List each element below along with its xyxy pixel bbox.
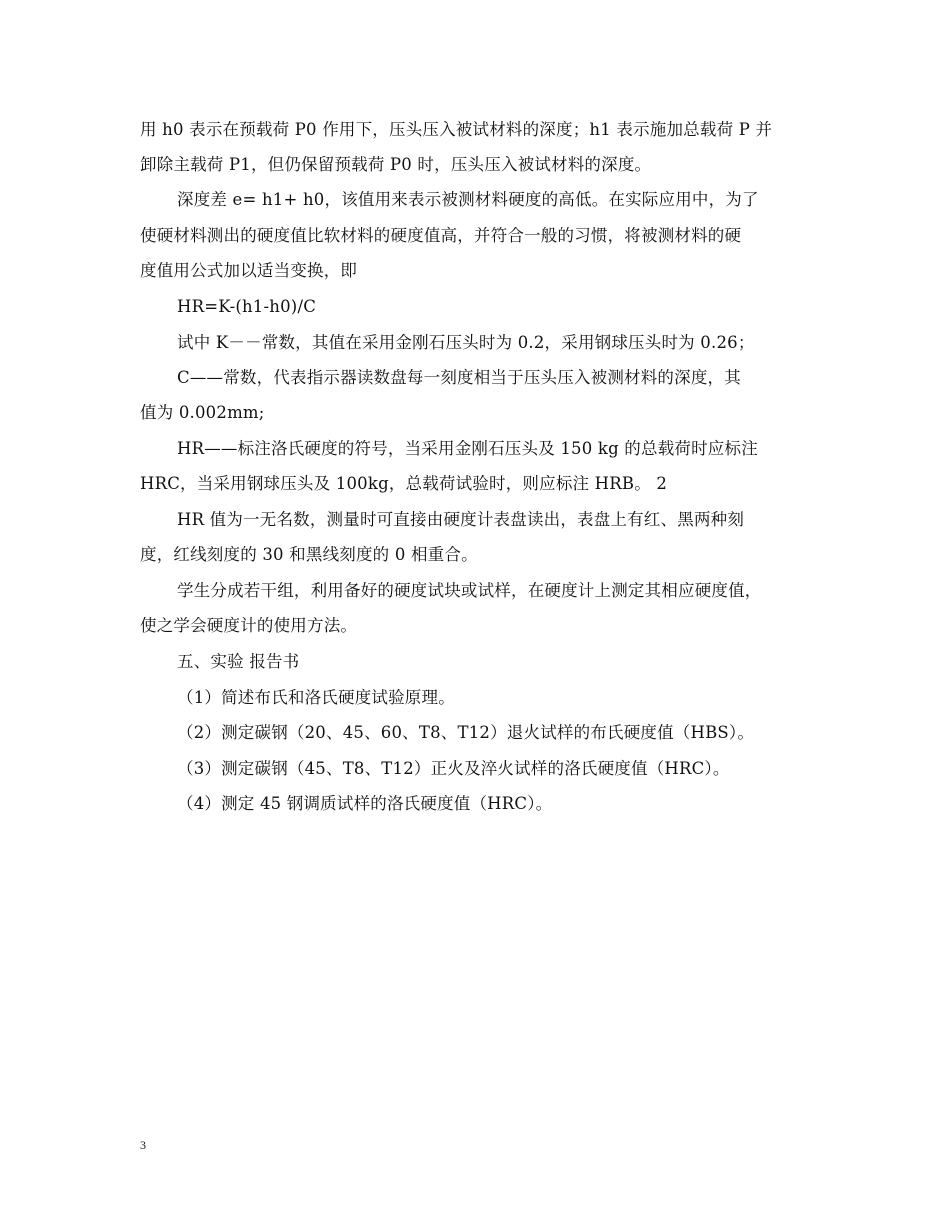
text-line-11: HRC，当采用钢球压头及 100kg，总载荷试验时，则应标注 HRB。 2 [140,474,668,493]
list-item: （1）简述布氏和洛氏硬度试验原理。 [177,688,455,707]
text-line-10: HR——标注洛氏硬度的符号，当采用金刚石压头及 150 kg 的总载荷时应标注 [177,439,758,458]
text-line-1: 用 h0 表示在预载荷 P0 作用下，压头压入被试材料的深度；h1 表示施加总载荷 P 并 [140,120,773,139]
text-line-9: 值为 0.002mm; [140,403,265,422]
text-line-13: 度，红线刻度的 30 和黑线刻度的 0 相重合。 [140,545,478,564]
text-line-7: 试中 K－－常数，其值在采用金刚石压头时为 0.2，采用钢球压头时为 0.26； [177,333,755,352]
section-heading: 五、实验 报告书 [177,652,300,671]
text-line-15: 使之学会硬度计的使用方法。 [140,616,358,635]
text-line-14: 学生分成若干组，利用备好的硬度试块或试样，在硬度计上测定其相应硬度值， [177,581,762,600]
text-line-5: 度值用公式加以适当变换，即 [140,261,358,280]
formula-line: HR=K-(h1-h0)/C [177,297,317,316]
text-line-8: C——常数，代表指示器读数盘每一刻度相当于压头压入被测材料的深度，其 [177,368,741,387]
text-line-2: 卸除主载荷 P1，但仍保留预载荷 P0 时，压头压入被试材料的深度。 [140,155,652,174]
text-line-3: 深度差 e= h1+ h0，该值用来表示被测材料硬度的高低。在实际应用中，为了 [177,190,759,209]
list-item: （3）测定碳钢（45、T8、T12）正火及淬火试样的洛氏硬度值（HRC）。 [177,759,730,778]
page-number: 3 [140,1138,146,1152]
text-line-12: HR 值为一无名数，测量时可直接由硬度计表盘读出，表盘上有红、黑两种刻 [177,510,745,529]
text-line-4: 使硬材料测出的硬度值比软材料的硬度值高，并符合一般的习惯，将被测材料的硬 [140,226,742,245]
list-item: （2）测定碳钢（20、45、60、T8、T12）退火试样的布氏硬度值（HBS）。 [177,723,755,742]
list-item: （4）测定 45 钢调质试样的洛氏硬度值（HRC）。 [177,794,553,813]
